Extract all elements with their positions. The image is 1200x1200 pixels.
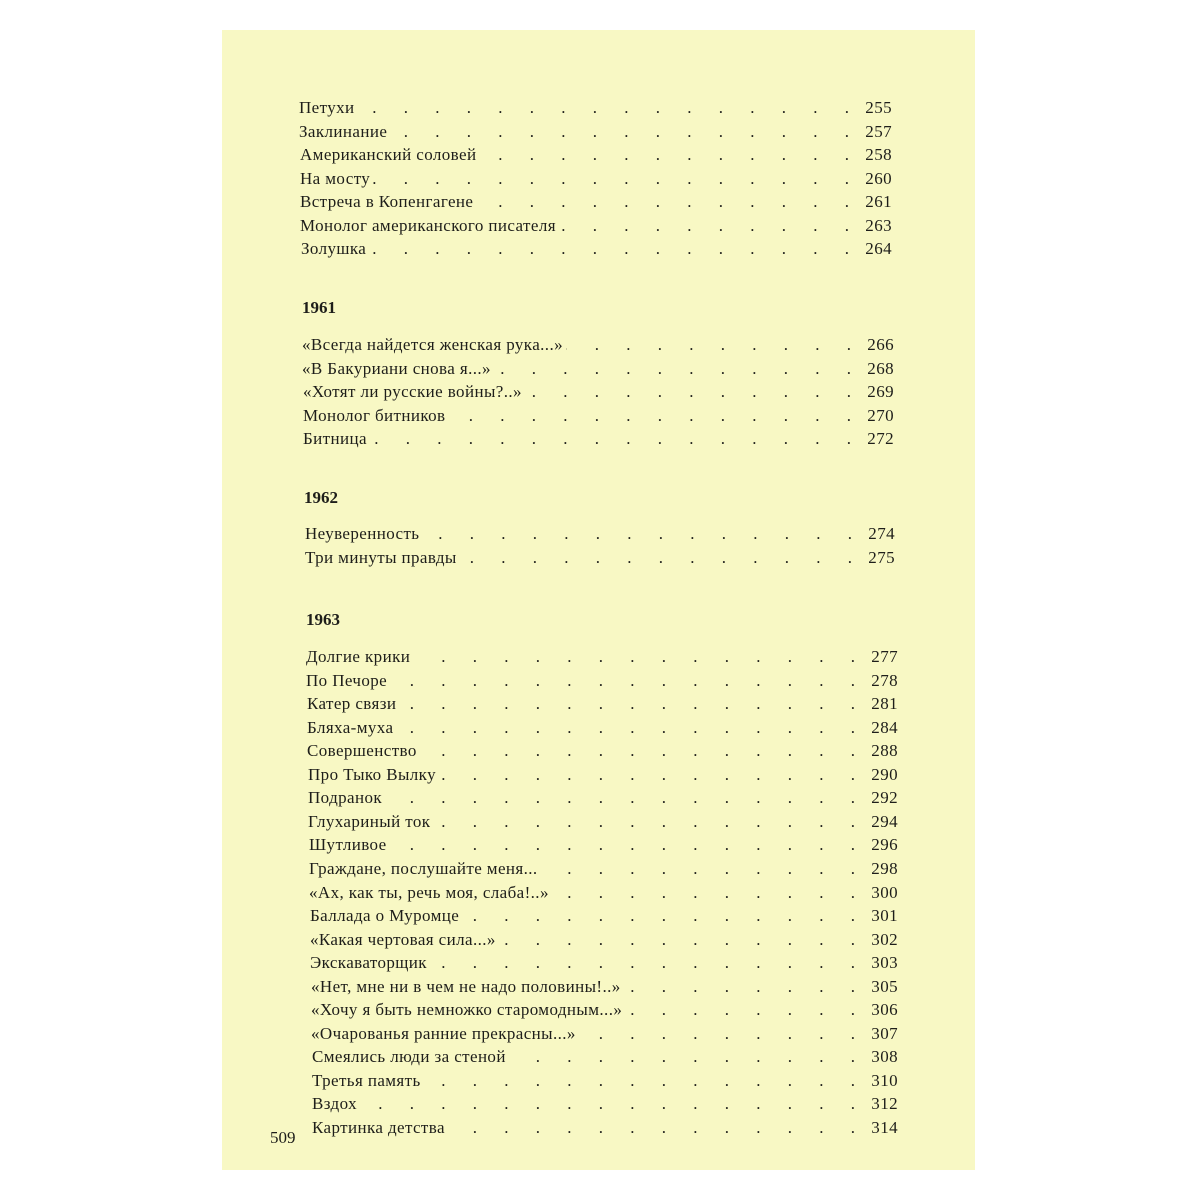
entry-page-number: 272 <box>850 427 894 451</box>
entry-page-number: 264 <box>848 237 892 261</box>
dot-leader <box>300 167 892 191</box>
toc-entry <box>310 928 898 952</box>
entry-page-number: 277 <box>854 645 898 669</box>
toc-entry <box>309 857 898 881</box>
entry-title: Битница <box>303 427 370 451</box>
dot-leader <box>309 833 898 857</box>
entry-page-number: 263 <box>848 214 892 238</box>
entry-title: Долгие крики <box>306 645 413 669</box>
entry-page-number: 296 <box>854 833 898 857</box>
entry-page-number: 300 <box>854 881 898 905</box>
entry-page-number: 266 <box>850 333 894 357</box>
toc-entry <box>307 739 898 763</box>
page-number: 509 <box>270 1128 296 1147</box>
entry-title: Про Тыко Вылку <box>308 763 439 787</box>
dot-leader <box>301 237 892 261</box>
entry-title: Третья память <box>312 1069 424 1093</box>
entry-title: Совершенство <box>307 739 420 763</box>
toc-entry <box>311 998 898 1022</box>
toc-entry <box>306 669 898 693</box>
entry-page-number: 305 <box>854 975 898 999</box>
toc-entry <box>312 1069 898 1093</box>
toc-entry <box>306 645 898 669</box>
entry-page-number: 270 <box>850 404 894 428</box>
entry-page-number: 302 <box>854 928 898 952</box>
entry-page-number: 275 <box>851 546 895 570</box>
entry-page-number: 284 <box>854 716 898 740</box>
dot-leader <box>312 1092 898 1116</box>
entry-page-number: 301 <box>854 904 898 928</box>
toc-entry <box>312 1045 898 1069</box>
entry-title: Бляха-муха <box>307 716 396 740</box>
toc-entry <box>305 546 895 570</box>
entry-title: Глухариный ток <box>308 810 433 834</box>
entry-page-number: 268 <box>850 357 894 381</box>
entry-title: Смеялись люди за стеной <box>312 1045 509 1069</box>
toc-entry <box>307 716 898 740</box>
entry-page-number: 312 <box>854 1092 898 1116</box>
entry-page-number: 278 <box>854 669 898 693</box>
toc-entry <box>308 763 898 787</box>
toc-entry <box>307 692 898 716</box>
entry-title: Монолог битников <box>303 404 448 428</box>
toc-entry <box>308 786 898 810</box>
entry-page-number: 314 <box>854 1116 898 1140</box>
entry-title: Вздох <box>312 1092 360 1116</box>
entry-page-number: 260 <box>848 167 892 191</box>
entry-title: Баллада о Муромце <box>310 904 462 928</box>
toc-entry <box>310 904 898 928</box>
entry-page-number: 257 <box>848 120 892 144</box>
entry-title: Американский соловей <box>300 143 479 167</box>
entry-page-number: 303 <box>854 951 898 975</box>
dot-leader <box>299 96 892 120</box>
entry-page-number: 310 <box>854 1069 898 1093</box>
entry-page-number: 261 <box>848 190 892 214</box>
toc-entry <box>301 237 892 261</box>
entry-title: «Очарованья ранние прекрасны...» <box>311 1022 579 1046</box>
entry-title: Подранок <box>308 786 385 810</box>
entry-title: «Хотят ли русские войны?..» <box>303 380 525 404</box>
entry-page-number: 308 <box>854 1045 898 1069</box>
toc-entry <box>309 833 898 857</box>
book-page <box>222 30 975 1170</box>
entry-page-number: 274 <box>851 522 895 546</box>
entry-title: Золушка <box>301 237 369 261</box>
toc-entry <box>299 96 892 120</box>
year-heading: 1963 <box>306 610 340 629</box>
toc-entry <box>303 404 894 428</box>
entry-title: По Печоре <box>306 669 390 693</box>
toc-entry <box>312 1092 898 1116</box>
dot-leader <box>303 427 894 451</box>
entry-page-number: 292 <box>854 786 898 810</box>
year-heading: 1961 <box>302 298 336 317</box>
entry-title: Заклинание <box>299 120 390 144</box>
toc-entry <box>302 333 894 357</box>
entry-title: Экскаваторщик <box>310 951 430 975</box>
entry-title: Три минуты правды <box>305 546 460 570</box>
entry-title: Граждане, послушайте меня... <box>309 857 541 881</box>
entry-title: «Всегда найдется женская рука...» <box>302 333 566 357</box>
entry-page-number: 306 <box>854 998 898 1022</box>
toc-entry <box>311 1022 898 1046</box>
entry-title: «В Бакуриани снова я...» <box>302 357 494 381</box>
entry-page-number: 288 <box>854 739 898 763</box>
dot-leader <box>306 669 898 693</box>
toc-entry <box>299 120 892 144</box>
toc-entry <box>300 143 892 167</box>
entry-title: Монолог американского писателя <box>300 214 559 238</box>
entry-page-number: 258 <box>848 143 892 167</box>
entry-page-number: 294 <box>854 810 898 834</box>
year-heading: 1962 <box>304 488 338 507</box>
dot-leader <box>308 786 898 810</box>
toc-entry <box>300 167 892 191</box>
entry-title: Шутливое <box>309 833 390 857</box>
entry-title: «Хочу я быть немножко старомодным...» <box>311 998 625 1022</box>
toc-entry <box>308 810 898 834</box>
entry-page-number: 281 <box>854 692 898 716</box>
entry-page-number: 298 <box>854 857 898 881</box>
entry-title: Катер связи <box>307 692 399 716</box>
toc-entry <box>303 380 894 404</box>
entry-page-number: 290 <box>854 763 898 787</box>
entry-title: Встреча в Копенгагене <box>300 190 476 214</box>
entry-title: Картинка детства <box>312 1116 448 1140</box>
toc-entry <box>310 951 898 975</box>
toc-entry <box>303 427 894 451</box>
entry-title: «Какая чертовая сила...» <box>310 928 499 952</box>
entry-title: «Нет, мне ни в чем не надо половины!..» <box>311 975 624 999</box>
entry-title: «Ах, как ты, речь моя, слаба!..» <box>309 881 552 905</box>
toc-entry <box>309 881 898 905</box>
toc-entry <box>300 214 892 238</box>
toc-entry <box>300 190 892 214</box>
entry-title: Неуверенность <box>305 522 422 546</box>
toc-entry <box>312 1116 898 1140</box>
entry-title: На мосту <box>300 167 373 191</box>
entry-title: Петухи <box>299 96 358 120</box>
toc-entry <box>311 975 898 999</box>
entry-page-number: 255 <box>848 96 892 120</box>
toc-entry <box>302 357 894 381</box>
toc-entry <box>305 522 895 546</box>
entry-page-number: 307 <box>854 1022 898 1046</box>
entry-page-number: 269 <box>850 380 894 404</box>
